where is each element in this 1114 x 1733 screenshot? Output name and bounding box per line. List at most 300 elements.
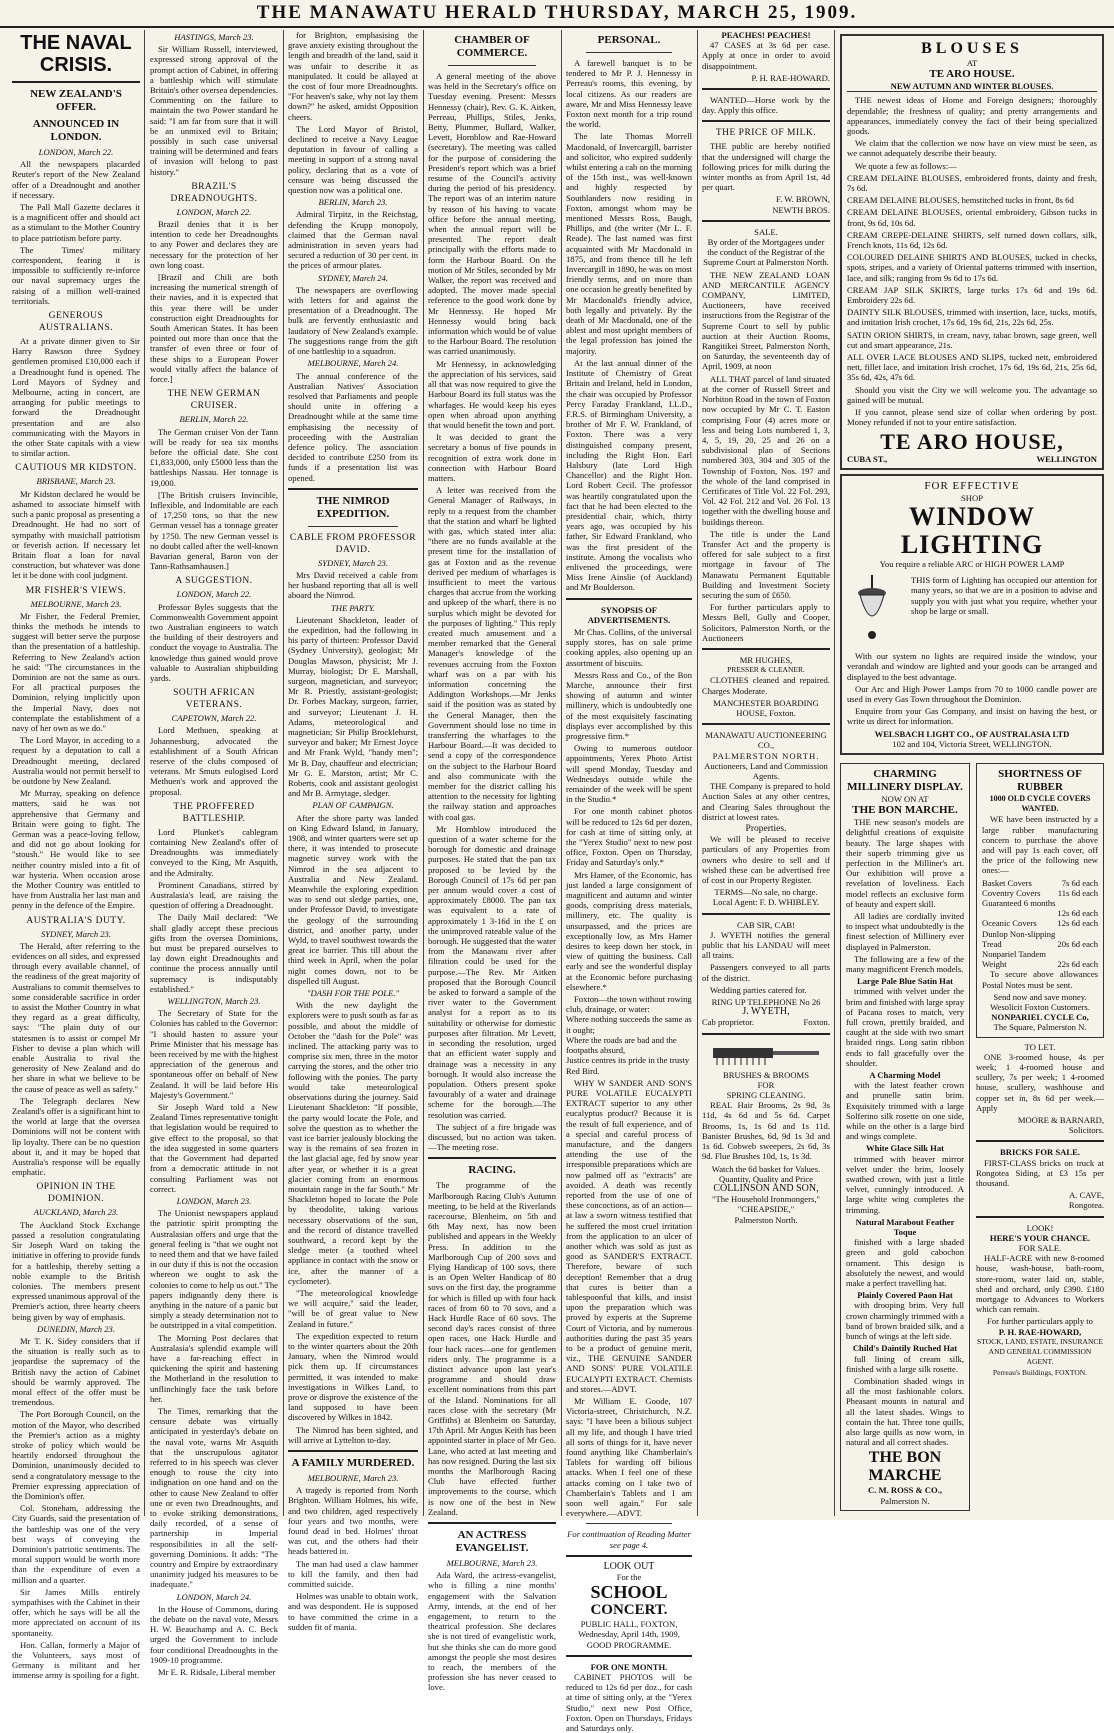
blouse-item: CREAM DELAINE BLOUSES, hemstitched tucks in front, 8s 6d <box>847 195 1074 206</box>
ad-address: 102 and 104, Victoria Street, WELLINGTON. <box>892 738 1052 749</box>
ad-shop: TE ARO HOUSE. <box>929 68 1015 81</box>
paragraph: [The British cruisers Invincible, Inflexible, and Indomitable are each of 17,250 tons, so that the new German vessel has a tonnage greater by 1750. The new German vessel is no doubt called after the well-known Bavarian general, Baron von der Tann-Rathsamhausen.] <box>150 489 278 572</box>
ad-text: If you cannot, please send size of collar when ordering by post. Money refunded if not to your entire satisfaction. <box>847 407 1097 428</box>
model-name: A Charming Model <box>869 1070 941 1081</box>
ad-signature: F. W. BROWN, <box>776 194 830 205</box>
column-6 <box>702 30 830 1516</box>
ad-address: Perreau's Buildings, FOXTON. <box>992 1367 1088 1377</box>
ad-street: CUBA ST., <box>847 453 888 464</box>
ad-title: BRUSHES & BROOMS <box>723 1069 809 1080</box>
paragraph: The Unionist newspapers applaud the patriotic spirit prompting the Australasian offers and urge that the general feeling is "that we ought not to need them and that we have failed in our duty if this is not the occasion whereon we ought to ask the colonies to come to help us out." The papers indignantly deny there is anything in the nature of a panic but simply a steady determination not to be outstripped in a vital competition. <box>150 1208 278 1331</box>
price-list <box>982 878 1098 970</box>
column-2 <box>150 30 278 1678</box>
headline: THE NAVAL CRISIS. <box>20 32 132 76</box>
column-rule <box>144 30 145 1516</box>
ad-text: Our Arc and High Power Lamps from 70 to 1000 candle power are used in every Gas Town throughout the Dominion. <box>847 683 1097 704</box>
dateline: LONDON, March 22. <box>176 589 252 600</box>
ad-city: WELLINGTON <box>1036 453 1097 464</box>
price-item: Guaranteed 6 months <box>982 897 1056 908</box>
paragraph: With the new daylight the explorers were to push south as far as possible, and about the middle of October the "dash for the Pole" was inclined. The attacking party was to comprise six men, three in the motor carrying the stores, and the other trio following with the ponies. The party would take meteorological observations during the journey. Said Lieutenant Shackleton: "If possible, the party would locate the Pole, and solve the question as to whether the vast ice barrier jealously blocking the way is the remains of sea frozen in the last glacial age, fed by snow year after year, or whether it is a great glacier coming from an enormous mountain range in the far South." Mr Shackleton hoped to locate the Pole by theodolite, taking various necessary observations of the sun, and the record of distance travelled southward, a record kept by the sledge meter (a toothed wheel appliance in contact with the snow or ice, after the manner of a cyclometer). <box>288 1000 418 1286</box>
paragraph: The Secretary of State for the Colonies has cabled to the Governor: "I should hasten to assure your Prime Minister that his message has been received by me with the highest appreciation of the generous and spontaneous offer on behalf of New Zealand. It will be laid before His Majesty's Government." <box>150 1008 278 1100</box>
subheading: MR FISHER'S VIEWS. <box>25 585 127 596</box>
ad-town: Foxton. <box>803 1017 830 1028</box>
ad-line: PUBLIC HALL, FOXTON, <box>580 1619 678 1630</box>
model-desc: trimmed with velvet under the brim and finished with large spray of Pacana roses to match, very full crown, prettily braided, and caught at the side with two smart braided rings. Long satin ribbon ends to fall gracefully over the shoulder. <box>846 986 964 1068</box>
cab-ad <box>702 920 830 1028</box>
ad-text: J. WYETH notifies the general public that his LANDAU will meet all trains. <box>702 929 830 961</box>
subheading: A SUGGESTION. <box>175 576 253 587</box>
dateline: HASTINGS, March 23. <box>174 32 254 42</box>
ad-title: LOOK! <box>1026 1222 1054 1233</box>
paragraph: A letter was received from the General Manager of Railways, in reply to a request from the chamber that the station and wharf be lighted with gas, which stated inter alia: "there are no funds available at the present time for the installation of gas at Foxton and as the revenue derived per medium of wharfages is insufficient to meet the various charges that accrue from the working and upkeep of the wharf, there is no surplus which might be devoted for the purposes of lighting." This reply created much amusement and a member remarked that the General Manager's knowledge of the revenues accruing from the Foxton wharf was on a par with his information concerning the Addington Workshops.—Mr Jenks said if the position was as stated by the General Manager, then the Government should lose no time in transferring the wharfages to the Harbour Board.—It was decided to send a copy of the correspondence on the subject to the Harbour Board and also communicate with the member for the district calling his attention to the necessity for lighting the railway station and approaches with coal gas. <box>428 485 556 822</box>
ad-text: REAL Hair Brooms, 2s 9d, 3s 11d, 4s 6d and 5s 6d. Carpet Brooms, 1s, 1s 6d and 1s 11d. Banister Brushes, 6d, 9d 1s 3d and 1s 6d. Cobweb sweepers, 2s 6d, 3s 9d. Flue Brushes 10d, 1s, 1s 3d. <box>702 1100 830 1162</box>
dateline: MELBOURNE, March 23. <box>307 1473 399 1483</box>
ad-signature: P. H. RAE-HOWARD. <box>751 72 830 83</box>
masthead-title: THE MANAWATU HERALD THURSDAY, MARCH 25, 1909. <box>256 2 858 23</box>
ad-text: To secure above allowances Postal Notes must be sent. <box>982 969 1098 990</box>
paragraph: The annual conference of the Australian Natives' Association resolved that Parliaments and people should unite in offering a Dreadnought while at the same time emphasising the necessity of proceeding with the Australian defence policy. The association decided to contribute £250 from its funds if a presentation list was opened. <box>288 370 418 483</box>
paragraph: The Times, remarking that the censure debate was virtually anticipated in yesterday's debate on the naval vote, warns Mr Asquith that the unscrupulous agitator referred to in his speech was clever enough to rouse the city into indignation on one hand and on the other to cause New Zealand to offer one or even two Dreadnoughts, and to evoke striking demonstrations, daily recorded, of a sense of partnership in Imperial responsibilities in all the self-governing Dominions. It adds: "The country and Empire by extraordinary unanimity judged his measures to be inadequate." <box>150 1405 278 1590</box>
column-rule <box>423 30 424 1516</box>
ad-for: FOR <box>757 1079 775 1090</box>
ad-text: With our system no lights are required inside the window, your verandah and window are lighted and your goods can be arranged and displayed to the best advantage. <box>847 651 1097 682</box>
paragraph: A general meeting of the above was held in the Secretary's office on Tuesday evening. Present: Messrs Hennessy (chair), Rev. G. K. Aitken, Perreau, Phillips, Stiles, Jenks, Betty, Plummer, Bullard, Walker, Levett, Hornblow and Rae-Howard (secretary). The meeting was called for the purpose of considering the President's report which was a brief resume of the Council's activity during the period of his presidency. The report was of an interim nature by reason of his having to vacate office before the annual meeting, when the annual report will be presented. The report dealt principally with the efforts made to form the Harbour Board. On the motion of Mr Stiles, seconded by Mr Walker, the report was received and adopted. The mover made special reference to the good work done by Mr Hennessy. He hoped Mr Hennessy would bring back information which would be of value to the Harbour Board. The resolution was carried unanimously. <box>428 71 556 357</box>
ad-firm: COLLINSON AND SON, <box>713 1182 819 1194</box>
ad-address: The Square, Palmerston N. <box>993 1022 1087 1033</box>
subheading: BRAZIL'S DREADNOUGHTS. <box>170 181 258 204</box>
ad-town: Palmerston N. <box>880 1495 930 1506</box>
dateline: MELBOURNE, March 23. <box>30 598 122 609</box>
paragraph: All the newspapers placarded Reuter's report of the New Zealand offer of a Dreadnought and another if necessary. <box>12 159 140 200</box>
ad-text: Passengers conveyed to all parts of the district. <box>702 962 830 983</box>
ad-text: Quantity, Quality and Price <box>719 1173 813 1184</box>
subheading: THE PROFFERED BATTLESHIP. <box>173 801 255 824</box>
ad-title: BLOUSES <box>921 40 1023 57</box>
ad-line: LOOK OUT <box>603 1560 655 1572</box>
subheading: THE NEW GERMAN CRUISER. <box>167 389 261 412</box>
subheading: THE NIMROD EXPEDITION. <box>316 494 390 520</box>
price-row <box>982 959 1098 969</box>
divider <box>448 65 536 66</box>
column-rule <box>561 30 562 1516</box>
paragraph: Mr T. K. Sidey considers that if the situation is really such as to jeopardise the supremacy of the British navy the action of Cabinet should be warmly approved. The moral effect of the offer must be tremendous. <box>12 1335 140 1408</box>
ad-firm: NONPARIEL CYCLE Co, <box>991 1012 1089 1023</box>
paragraph: The programme of the Marlborough Racing Club's Autumn meeting, to be held at the Riverlands racecourse, Blenheim, on 5th and 6th May next, has now been published and appears in the Weekly Press. In addition to the Marlborough Cup of 200 sovs and Flying Handicap of 100 sovs, there is an Open Welter Handicap of 80 sovs on the first day, the programme for which is filled up with four hack races of from 60 to 70 sovs, and a Hack Hurdle Race of 60 sovs. The second day's races consist of three open races, one Hack Hurdle and four hack races—one for gentlemen riders only. The programme is a distinct advance upon last year's programme and should draw excellent nominations from this part of the Island. Nominations for all races close with the secretary (Mr Griffiths) at Blenheim on Saturday, 17th April. Mr Angus Keith has been appointed starter in place of Mr Geo. Lane, who acted at last meeting and has now resigned. During the last six months the Marlborough Racing Club have effected further improvements to the course, which is now one of the best in New Zealand. <box>428 1180 556 1517</box>
column-1 <box>12 30 140 1681</box>
sale-ad <box>702 227 830 643</box>
bottom-ads <box>840 759 1104 1515</box>
ad-line: FOR EFFECTIVE <box>924 479 1020 492</box>
model-name: White Glace Silk Hat <box>865 1143 945 1154</box>
blouse-item: COLOURED DELAINE SHIRTS AND BLOUSES, tucked in checks, spots, stripes, and a variety of Oriental patterns trimmed with insertion, lace, and silk; ranging from 9s 6d to 17s 6d. <box>847 252 1097 283</box>
auction-ad <box>702 730 830 907</box>
ad-title: MR HUGHES, <box>739 654 793 665</box>
ad-text: For further particulars apply to <box>987 1316 1093 1327</box>
paragraph: Mrs Hamer, of the Economic, has just landed a large consignment of magnificent and autumn and winter goods, comprising dress materials, millinery, etc. The quality is unsurpassed, and the prices are exceptionally low, as Mrs Hamer desires to keep down her stock, in view of quitting the business. Call early and see the wonderful display at the Economic before purchasing elsewhere.* <box>566 869 692 992</box>
paragraph: The man had used a claw hammer to kill the family, and then had committed suicide. <box>288 1558 418 1590</box>
paragraph: Owing to numerous outdoor appointments, Yerex Photo Artist will spend Monday, Tuesday and Wednesdays outside while the remainder of the week will be spent in the Studio.* <box>566 743 692 805</box>
divider <box>308 526 398 527</box>
ad-line: GOOD PROGRAMME. <box>586 1639 672 1650</box>
price-value: 12s 6d each <box>1057 908 1098 919</box>
paragraph: The Lord Mayor, in acceding to a request by a deputation to call a Dreadnought meeting, declared Australia would not permit herself to be outdone by New Zealand. <box>12 735 140 786</box>
blouse-item: SATIN ORION SHIRTS, in cream, navy, tabac brown, sage green, well cut and smart appearance, 21s. <box>847 329 1097 350</box>
paragraph: Hon. Callan, formerly a Major of the Volunteers, says most of Germany is militant and her immense army is spoiling for a fight. <box>12 1639 140 1681</box>
dateline: DUNEDIN, March 23. <box>37 1323 115 1334</box>
ad-text: The following are a few of the many magnificent French models. <box>846 953 964 974</box>
ad-text: We will be pleased to receive particulars of any Properties from owners who desire to sell and if wished these can be advertised free of cost in our Property Register. <box>702 834 830 886</box>
ad-text: HALF-ACRE with new 8-roomed house, wash-house, bath-room, store-room, water laid on, stable, shed and orchard, only £390. £180 mortgage to Advances to Workers which can remain. <box>976 1253 1104 1315</box>
ad-shop2: THE BON MARCHE <box>868 1449 942 1485</box>
school-concert-ad <box>566 1562 692 1650</box>
paragraph: The newspapers are overflowing with letters for and against the presentation of a Dreadnought. The bulk are fervently enthusiastic and laudatory of New Zealand's example. The suggestions range from the gift of one battleship to a squadron. <box>288 284 418 357</box>
subheading: AN ACTRESS EVANGELIST. <box>455 1529 529 1555</box>
peaches-ad <box>702 30 830 83</box>
column-rule <box>697 30 698 1516</box>
price-value: 20s 6d each <box>1057 938 1098 949</box>
ad-firm: P. H. RAE-HOWARD, <box>998 1326 1082 1337</box>
divider <box>428 1157 556 1159</box>
ad-title: CAB SIR, CAB! <box>736 919 796 930</box>
price-value: 22s 6d each <box>1057 959 1098 970</box>
subheading: SOUTH AFRICAN VETERANS. <box>173 688 255 711</box>
lighting-ad <box>840 474 1104 755</box>
ad-place: PALMERSTON NORTH. <box>712 750 820 761</box>
ad-footer <box>847 454 1097 464</box>
wanted-ad: WANTED—Horse work by the day. Apply this office. <box>702 95 830 116</box>
paragraph: The Telegraph declares New Zealand's offer is a significant hint to the world at large that the oversea Dominions will not be content with lip loyalty. There can be no question about it, and it may be hoped that Australia's response will be equally emphatic. <box>12 1095 140 1178</box>
ad-text: WE have been instructed by a large rubber manufacturing concern to purchase the above and will pay 1s each cover, off the price of the following new ones:— <box>982 814 1098 876</box>
paragraph: At a private dinner given to Sir Harry Rawson three Sydney gentlemen promised £10,000 each if a Dreadnought fund is opened. The Lord Mayors of Sydney and Melbourne, acting in concert, are arranging for public meetings to forward the Dreadnought presentation and are also communicating with the Mayors in the other State capitals with a view to similar action. <box>12 336 140 459</box>
price-item: Dunlop Non-slipping <box>982 928 1056 939</box>
paragraph: Lord Plunket's cablegram containing New Zealand's offer of Dreadnoughts was immediately conveyed to the King, Mr Asquith, and the Admiralty. <box>150 826 278 878</box>
divider <box>428 1522 556 1524</box>
ad-line: Wednesday, April 14th, 1909, <box>578 1629 680 1640</box>
paragraph: The subject of a fire brigade was discussed, but no action was taken.—The meeting rose. <box>428 1121 556 1153</box>
paragraph: The Nimrod has been sighted, and will arrive at Lyttelton to-day. <box>288 1424 418 1445</box>
paragraph: Mrs David received a cable from her husband reporting that all is well aboard the Nimrod. <box>288 569 418 601</box>
ad-bigname: TE ARO HOUSE, <box>880 428 1064 454</box>
ad-line: LIGHTING <box>900 529 1044 559</box>
subheading: OPINION IN THE DOMINION. <box>36 1182 116 1205</box>
ad-text: For further particulars apply to Messrs Bell, Gully and Cooper, Solicitors, Palmerston North, or the Auctioneers <box>702 602 830 643</box>
model-desc: finished with a large shaded green and gold cabochon ornament. This design is absolutely the newest, and would make a perfect travelling hat. <box>846 1237 964 1289</box>
paragraph: The expedition expected to return to the winter quarters about the 20th January, when the Nimrod would pick them up. If circumstances permitted, it was intended to make investigations in Wilkes Land, to prove or disprove the existence of the land supposed to have been discovered by Wilkes in 1842. <box>288 1330 418 1423</box>
ad-role: Cab proprietor. <box>702 1017 755 1028</box>
ad-subtitle: SPRING CLEANING. <box>726 1090 806 1101</box>
ad-subtitle: Properties. <box>745 824 787 835</box>
dateline: SYDNEY, March 24. <box>317 272 389 283</box>
ad-title: CHARMING MILLINERY DISPLAY. <box>847 767 963 793</box>
dateline: MELBOURNE, March 24. <box>307 358 399 369</box>
ad-text: Send now and save money. <box>993 991 1087 1002</box>
ad-text: The title is under the Land Transfer Act and the property is offered for sale subject to a first mortgage in favour of The Manawatu Permanent Equitable Building and Investment Society securing the sum of £650. <box>702 528 830 600</box>
paragraph: For one month cabinet photos will be reduced to 12s 6d per dozen, for cash at time of sitting only, at the "Yerex Studio" next to new post office, Foxton. Open on Thursday, Friday and Saturday's only.* <box>566 806 692 868</box>
ad-now: NOW ON AT <box>881 793 929 804</box>
column-rule <box>283 30 284 1516</box>
ad-text: Wedding parties catered for. <box>710 984 807 995</box>
price-item: Nonpariel Tandem <box>982 948 1046 959</box>
paragraph: The Pall Mall Gazette declares it is a magnificent offer and should act as a stimulant to the Mother Country to place patriotism before party. <box>12 202 140 243</box>
milk-ad <box>702 127 830 214</box>
ad-text: We quote a few as follows:— <box>855 160 957 171</box>
subheading: PERSONAL. <box>597 34 661 46</box>
paragraph: Mr Fisher, the Federal Premier, thinks the methods he intends to suggest will better serve the purpose than the presentation of a battleship. Referring to New Zealand's action he said: "The circumstances in the Dominion are not the same as ours. For all practical purposes the Dominion, relying implicitly upon the Imperial Navy, does not contemplate the establishment of a navy of her own as we do." <box>12 610 140 733</box>
price-row <box>982 908 1098 918</box>
ad-title: SALE. <box>754 226 778 237</box>
paragraph: It was decided to grant the secretary a bonus of five pounds in recognition of extra work done in connection with Harbour Board matters. <box>428 432 556 483</box>
ad-title: SHORTNESS OF RUBBER <box>998 767 1082 793</box>
paragraph: The Morning Post declares that Australasia's splendid example will have a far-reaching effect in quickening the spirit and hastening the Motherland in the resolution to unflinchingly face the task before her. <box>150 1332 278 1404</box>
ad-text: CLOTHES cleaned and repaired. Charges Moderate. <box>702 675 830 696</box>
paragraph: A tragedy is reported from North Brighton. William Holmes, his wife, and two children, aged respectively four years and two months, were found dead in bed. Holmes' throat was cut, and the others had their heads battered in. <box>288 1485 418 1557</box>
divider <box>566 1655 692 1657</box>
subheading: CAUTIOUS MR KIDSTON. <box>15 463 137 474</box>
column-7 <box>840 30 1104 1516</box>
paragraph: The Port Borough Council, on the motion of the Mayor, who described the Premier's action as a mighty stroke of policy which would be heartily endorsed throughout the Dominion, unanimously decided to send a congratulatory message to the Premier expressing appreciation of the Dominion's offer. <box>12 1409 140 1501</box>
ad-subtitle: Auctioneers, Land and Commission Agents. <box>704 760 828 781</box>
ad-for: FOR SALE. <box>1018 1243 1062 1254</box>
paragraph: Sir Joseph Ward told a New Zealand Times representative tonight that legislation would be required to give effect to the proposal, so that the idea suggested in some quarters that the Government had departed from a democratic attitude in not consulting Parliament was not correct. <box>150 1102 278 1194</box>
paragraph: Holmes was unable to obtain work, and was despondent. He is supposed to have committed the crime in a sudden fit of mania. <box>288 1591 418 1632</box>
ad-title: MANAWATU AUCTIONEERING CO., <box>705 730 827 751</box>
paragraph: Mr Murray, speaking on defence matters, said he was not apprehensive that Germany and Britain were going to fight. The German was a peace-loving fellow, and did not go about looking for "stoush." He would like to see neither country misled into a fit of war hysteria. When occasion arose the Mother Country was entitled to have from Australia her last man and penny in the defence of the Empire. <box>12 788 140 911</box>
paragraph: A farewell banquet is to be tendered to Mr P. J. Hennessy in Perreau's rooms, this evening, by local citizens. As our readers are aware, Mr and Miss Hennessy leave Foxton next month for a trip round the world. <box>566 58 692 130</box>
subheading: CHAMBER OF COMMERCE. <box>454 34 530 59</box>
subheading: THE PARTY. <box>331 602 375 613</box>
price-item: Coventry Covers <box>982 887 1041 898</box>
subheading: GENEROUS AUSTRALIANS. <box>38 311 114 334</box>
paragraph: Lieutenant Shackleton, leader of the expedition, had the following in his party of thirteen: Professor David (Sydney University), geologist; Mr Douglas Mawson, physicist; Mr J. Murray, biologist; Dr E. Marshall, surgeon, magnetician, and surveyor; Mr R. Priestly, assistant-geologist; Dr. Forbes Mackay, surgeon, farrier, and surveyor; Lieutenant J. H. Adams, meteorological and magnetician; Sir Philip Brocklehurst, surveyor and baker; Mr Ernest Joyce and Mr Frank Wyld, "handy men"; Mr B. Day, chauffeur and electrician; Mr G. E. Marston, artist; Mr C. Roberts, cook and assistant geologist and Mr B. Armytage, sledger. <box>288 614 418 799</box>
ad-text: ALL THAT parcel of land situated at the corner of Russell Street and Norbiton Road in the town of Foxton now occupied by Mr C. T. Easton comprising Four (4) acres more or less and being Lots numbered 1, 3, 4, 5, 19, 20, 25 and 26 on a subdivisional plan of Sections numbered 303, 304 and 305 of the Township of Foxton, Nos. 197 and the whole of the land comprised in Certificates of Title Vol. 22 Fol. 293, Vol. 42 Fol. 212 and Vol. 26 Fol. 13 together with the dwelling house and buildings thereon. <box>702 373 830 527</box>
divider <box>702 1033 830 1035</box>
subheading: NEW ZEALAND'S OFFER. <box>30 88 122 113</box>
price-item: Basket Covers <box>982 877 1032 888</box>
millinery-box <box>840 763 970 1511</box>
paragraph: Mr E. R. Ridsale, Liberal member <box>158 1667 276 1678</box>
paragraph: Mr Chas. Collins, of the universal supply stores, has on sale prime cooking apples, also opening up an assortment of biscuits. <box>566 626 692 668</box>
divider <box>702 120 830 122</box>
ad-text: FIRST-CLASS bricks on truck at Rongotea Siding, at £3 15s per thousand. <box>976 1157 1104 1189</box>
masthead <box>0 0 1114 28</box>
paragraph: Mr William E. Goode, 107 Victoria-street, Christchurch, N.Z. says: "I have been a bilious subject all my life, and though I have tried all sorts of things for it, have never found anything like Chamberlain's Tablets for warding off bilious attacks. When I feel one of these attacks coming on I take two of Chamberlain's Tablets and I am soon well again." For sale everywhere.—ADVT. <box>566 1396 692 1519</box>
subheading: PLAN OF CAMPAIGN. <box>312 800 394 811</box>
column-3 <box>288 30 418 1632</box>
millinery-ad <box>840 759 970 1515</box>
model-desc: with drooping brim. Very full crown charmingly trimmed with a band of brown braided silk, and a bunch of wings at the left side. <box>846 1300 964 1342</box>
ad-text: By order of the Mortgagees under the conduct of the Registrar of the Supreme Court at Palmerston North. <box>703 237 829 268</box>
blouse-item: CREAM DELAINE BLOUSES, oriental embroidery, Gibson tucks in front, 9s 6d, 10s 6d. <box>847 207 1097 228</box>
paragraph: Professor Byles suggests that the Commonwealth Government appoint two Australian engineers to watch the building of their destroyers and conduct the voyage to Australia. The knowledge thus gained would prove valuable to Australian shipbuilding yards. <box>150 601 278 683</box>
ad-sub: "The Household Ironmongers," <box>712 1194 820 1205</box>
model-name: Plainly Covered Paon Hat <box>857 1290 953 1301</box>
ad-signature: NEWTH BROS. <box>772 204 830 215</box>
subheading: "DASH FOR THE POLE." <box>306 988 400 999</box>
blouse-item: CREAM CREPE-DELAINE SHIRTS, self turned down collars, silk, French knots, 11s 6d, 12s 6d. <box>847 229 1097 251</box>
price-row <box>982 898 1098 908</box>
divider <box>586 52 672 53</box>
ad-firm: MOORE & BARNARD, <box>1017 1115 1104 1126</box>
paragraph: Sir William Russell, interviewed, expressed strong approval of the prompt action of Cabinet, in offering a battleship which will stimulate Britain's other oversea dependencies. Commenting on the failure to maintain the two Power standard he said: "I am far from sure that it will be an unmixed evil to Britain; possibly in such case universal training will be determined and fears of invasion will belong to past history." <box>150 44 278 177</box>
price-row <box>982 939 1098 949</box>
paragraph: for Brighton, emphasising the grave anxiety existing throughout the length and breadth of the land, said it was unfair to describe it as manipulated. It could be allayed at the cost of four more Dreadnoughts. "For heaven's sake, why not lay them down?" he asked, amidst Opposition cheers. <box>288 30 418 122</box>
ad-role: Solicitors. <box>1068 1125 1104 1136</box>
divider <box>566 598 692 600</box>
price-row <box>982 888 1098 898</box>
ad-title: PEACHES! PEACHES! <box>721 30 811 40</box>
dateline: CAPETOWN, March 22. <box>171 713 257 724</box>
ad-agent: Local Agent: F. D. WHIBLEY. <box>712 897 820 908</box>
model-list <box>846 976 964 1374</box>
subheading: CABLE FROM PROFESSOR DAVID. <box>289 532 417 555</box>
dateline: AUCKLAND, March 23. <box>33 1207 119 1218</box>
ad-title: THE PRICE OF MILK. <box>715 128 817 139</box>
divider <box>976 1140 1104 1142</box>
dateline: WELLINGTON, March 23. <box>167 996 261 1007</box>
divider <box>566 1555 692 1557</box>
ad-footer <box>702 1017 830 1027</box>
divider <box>702 913 830 915</box>
ad-title: BRICKS FOR SALE. <box>1000 1147 1080 1158</box>
ad-phone: RING UP TELEPHONE No 26 <box>711 997 821 1008</box>
dateline: LONDON, March 22. <box>38 147 114 157</box>
price-value: 12s 6d each <box>1057 918 1098 929</box>
paragraph: The German cruiser Von der Tann will be ready for sea six months before the official date. She cost £1,833,000, only £5000 less than the battleships Nassau. Her tonnage is 19,000. <box>150 426 278 488</box>
paragraph: The Lord Mayor of Bristol, declined to receive a Navy League deputation in favour of calling a meeting in support of a strong naval policy, declaring that as a vote of censure was being discussed the question now was a political one. <box>288 123 418 196</box>
model-desc: with the latest feather crown and prunelle satin brim. Exquisitely trimmed with a large Solferino silk rosette on one side, while on the other is a large bird and wings complete. <box>846 1080 964 1142</box>
ad-text: Should you visit the City we will welcome you. The advantage so gained will be mutual. <box>847 384 1097 405</box>
subheading: AUSTRALIA'S DUTY. <box>26 915 126 926</box>
price-value: 7s 6d each <box>1061 877 1098 888</box>
model-name: Child's Daintily Ruched Hat <box>852 1343 958 1354</box>
paragraph: Sir James Mills entirely sympathises with the Cabinet in their offer, which he says will be all the more appreciated on account of its spontaneity. <box>12 1586 140 1638</box>
ad-name: J. WYETH, <box>742 1006 790 1018</box>
price-row <box>982 929 1098 939</box>
tolet-ad <box>976 1042 1104 1136</box>
ad-text: THE public are hereby notified that the undersigned will charge the following prices for milk during the winter months as from April 1st, 4d per quart. <box>702 141 830 193</box>
paragraph: The Herald, after referring to the evidences on all sides, and expressed through every available channel, of the readiness of the great majority of Australians to commit themselves to some considerable sacrifice in order to assist the Mother Country in what they regard as a great difficulty, says: "The plain duty of our statesmen is to assist or compel Mr Fisher to devise a plan which will enable Australia to rival the generosity of New Zealand and do her share in what we believe to be the cause of peace as well as safety." <box>12 940 140 1094</box>
ad-text: Enquire from your Gas Company, and insist on having the best, or write us direct for information. <box>847 706 1097 727</box>
blouse-list <box>847 173 1097 383</box>
ad-text: Combination shaded wings in all the most fashionable colors. Pheasant mounts in natural and all the latest shades. Wings to contain the hat. Three tone quills, also large quills as now worn, in natural and all correct shades. <box>846 1375 964 1448</box>
model-name: Large Pale Blue Satin Hat <box>857 976 953 987</box>
price-row <box>982 878 1098 888</box>
price-item: Weight <box>982 959 1007 970</box>
dateline: BERLIN, March 22. <box>179 414 249 425</box>
ad-line: SHOP <box>961 492 983 503</box>
paragraph: The late Thomas Morrell Macdonald, of Invercargill, barrister and solicitor, who expired suddenly whilst entering a cab on the morning of the 15th inst., was well-known and highly respected by Southlanders now residing in Foxton, amongst whom may be mentioned Messrs Ross, Baugh, Phillips, and (the writer (Mr L. F. Reade). The last named was first acquainted with Mr Macdonald in 1875, and from thence till he left Invercargill in 1890, he was on most friendly terms, and on more than one occasion he greatly benefited by Mr Macdonald's friendly advice, both legally and privately. By the death of Mr Macdonald, one of the ablest and most upright members of the legal profession has joined the majority. <box>566 131 693 356</box>
dateline: LONDON, March 24. <box>176 1591 252 1602</box>
ad-text: We claim that the collection we now have on view must be seen, as we cannot adequately describe their beauty. <box>847 138 1097 159</box>
column-rule <box>834 30 835 1516</box>
divider <box>702 88 830 90</box>
continuation-note: For continuation of Reading Matter see page 4. <box>567 1529 691 1550</box>
ad-role: STOCK, LAND, ESTATE, INSURANCE AND GENERAL COMMISSION AGENT. <box>977 1336 1103 1367</box>
brushes-ad <box>702 1040 830 1225</box>
column-5 <box>566 30 693 1733</box>
paragraph: Mr Kidston declared he would be ashamed to associate himself with such a panic proposal as presenting a Dreadnought. He had no sort of sympathy with musichall patriotism or feverish action. If necessary let Britain float a loan for naval construction, but whatever was done let it be done with cool judgment. <box>12 488 140 581</box>
ad-address: MANCHESTER BOARDING HOUSE, Foxton. <box>713 697 819 718</box>
ad-subtitle: NEW AUTUMN AND WINTER BLOUSES. <box>847 81 1097 92</box>
model-desc: full lining of cream silk, finished with a large silk rosette. <box>846 1353 964 1374</box>
ad-line: SCHOOL <box>590 1582 668 1603</box>
blouse-item: CREAM JAP SILK SKIRTS, large tucks 17s 6d and 19s 6d. Embroidery 22s 6d. <box>847 284 1097 306</box>
dateline: LONDON, March 23. <box>176 1195 252 1206</box>
dateline: SYDNEY, March 23. <box>317 557 389 568</box>
photos-ad <box>566 1662 692 1733</box>
rubber-ad <box>976 763 1104 1038</box>
paragraph: Col. Stoneham, addressing the City Guards, said the presentation of the battleship was one of the very best ways of conveying the Dominion's patriotic sentiments. The moral support would be worth more than the expenditure of even a million and a quarter. <box>12 1503 140 1585</box>
paragraph: Lord Methuen, speaking at Johannesburg, advocated the establishment of a South African reserve of the clubs composed of veterans. Mr Smuts eulogised Lord Methuen's work and approved the proposal. <box>150 725 278 797</box>
ad-line: CONCERT. <box>590 1602 668 1619</box>
paragraph: At the last annual dinner of the Institute of Chemistry of Great Britain and Ireland, held in London, the chair was occupied by Professor Percy Faraday Frankland, LL.D., F.R.S. of Birmingham University, a brother of Mr F. W. Frankland, of Foxton. There was a very distinguished company present, including the Right Hon. Earl Halsbury (late Lord High Chancellor) and the Right Hon. Lord Robert Cecil. The professor was heartily congratulated upon the fact that he had been elected to the presidential chair, which, thirty years ago, was occupied by his father, Sir Edward Frankland, who was the first president of the institute. Among the vocalists who enlivened the proceedings, were Miss Irene Ainslie (of Auckland) and Mr Boulderson. <box>566 357 692 593</box>
blouse-item: DAINTY SILK BLOUSES, trimmed with insertion, lace, tucks, motifs, and imitation Irish crochet, 17s 6d, 19s 6d, 21s, 22s 6d, 25s. <box>847 307 1097 328</box>
price-row <box>982 949 1098 959</box>
bricks-ad <box>976 1147 1104 1210</box>
ad-town: Palmerston North. <box>734 1214 798 1225</box>
ad-shop: THE BON MARCHE. <box>852 804 958 817</box>
paragraph: WHY W SANDER AND SON'S PURE VOLATILE EUCALYPTI EXTRACT superior to any other eucalyptus product? Because it is the result of full experience, and of a special and careful process of manufacture, and the dangers attending the use of the irresponsible preparations which are now palmed off as "extracts" are avoided. A death was recently reported from the use of one of these concoctions, as of an action—at law a sworn witness testified that he suffered the most cruel irritation from the application to an ulcer of another which was sold as just as good as SANDER'S EXTRACT. Therefore, beware of such deception! Remember that a drug that cures is better than a tablespoonful that kills, and insist upon the preparation which was proved by experts at the Supreme Court of Victoria, and by numerous authorities during the past 35 years to be a product of genuine merit, viz., THE GENUINE SANDER AND SONS' PURE VOLATILE EUCALYPTI EXTRACT. Chemists and stores.—ADVT. <box>566 1077 692 1394</box>
ad-text: THE new season's models are delightful creations of exquisite beauty. The large shapes with their superb trimming give us perfection in the Milliner's art. Our exhibition will prove a revelation of loveliness. Each model reflects an exclusive form of beauty and expert skill. <box>846 817 964 909</box>
ad-line: For the <box>616 1572 642 1583</box>
paragraph: Prominent Canadians, stirred by Australasia's lead, are raising the question of offering a Dreadnought. <box>150 879 278 911</box>
paragraph: In the House of Commons, during the debate on the naval vote, Messrs H. W. Beauchamp and A. C. Beck urged the Government to include four conditional Dreadnoughts in the 1909-10 programme. <box>150 1603 278 1665</box>
paragraph: Messrs Ross and Co., of the Bon Marche, announce their first showing of autumn and winter millinery, which is undoubtedly one of the most exquisitely fascinating displays ever accomplished by this progressive firm.* <box>566 669 692 741</box>
model-desc: trimmed with beaver mirror velvet under the brim, loosely swathed crown, with just a little velvet, cunningly introduced. A large white wing completes the trimming. <box>846 1153 964 1215</box>
ad-text: All ladies are cordially invited to inspect what undoubtedly is the finest selection of Millinery ever displayed in Palmerston. <box>846 910 964 952</box>
hughes-ad <box>702 655 830 718</box>
ad-text: Wesolicit Foxton Customers. <box>990 1002 1090 1012</box>
ad-text: THE newest ideas of Home and Foreign designers; thoroughly dependable; the freshness of quality; and pretty arrangements and appearances, immediately convey the fact of their being specialized goods. <box>847 95 1097 137</box>
paragraph: Admiral Tirpitz, in the Reichstag, defending the Krupp monopoly, claimed that the German naval administration in seven years had secured a reduction of 30 per cent. in the prices of armour plates. <box>288 209 418 271</box>
subheading: ANNOUNCED IN LONDON. <box>32 118 120 143</box>
right-small-ads <box>976 759 1104 1515</box>
ad-line: WINDOW <box>909 501 1035 531</box>
paragraph: After the shore party was landed on King Edward Island, in January, 1908, and winter quarters were set up there, it was intended to prosecute magnetic survey work with the Nimrod in the sea adjacent to Australia and New Zealand. Meanwhile the exploring expedition was to send out sledge parties, one, under Professor David, to investigate the geology of the surrounding district, and another party, under Wyld, to travel southwest towards the great ice barrier. This till about the third week in April, when the polar night comes down, not to be dispelled till August. <box>288 812 418 986</box>
ad-title: FOR ONE MONTH. <box>590 1661 668 1672</box>
dateline: SYDNEY, March 23. <box>40 928 112 939</box>
dateline: MELBOURNE, March 23. <box>446 1558 538 1569</box>
paragraph: The Auckland Stock Exchange passed a resolution congratulating Sir Joseph Ward on taking the initiative in offering to provide funds for a battleship, thereby setting a noble example to the British colonies. The members present expressed unanimous approval of the Premier's action, three hearty cheers being given by way of emphasis. <box>12 1219 140 1322</box>
subheading: RACING. <box>468 1164 516 1177</box>
ad-town: Rongotea. <box>1068 1200 1104 1211</box>
ad-text: Watch the 6d basket for Values. <box>711 1163 821 1174</box>
price-row <box>982 918 1098 928</box>
ad-title: TO LET. <box>1024 1041 1056 1052</box>
dateline: BRISBANE, March 23. <box>36 476 116 487</box>
paragraph: [Brazil and Chili are both increasing the numerical strength of their navies, and it is expected that this year there will be under construction eight Dreadnoughts for South American States. It has been pointed out more than once that the transfer of even three or four of these ships to a European Power would vitally affect the balance of force.] <box>150 272 278 385</box>
model-name: Natural Marabout Feather Toque <box>855 1216 955 1238</box>
ad-sig: A. CAVE, <box>1069 1190 1104 1201</box>
ad-sub: "CHEAPSIDE," <box>737 1204 795 1215</box>
dateline: BERLIN, March 23. <box>318 197 388 208</box>
ad-text: CABINET PHOTOS will be reduced to 12s 6d per doz., for cash at time of sitting only, at the "Yerex Studio," next new Post Office, Foxton. Open on Thursdays, Fridays and Saturdays only. <box>566 1672 692 1733</box>
brush-icon <box>702 1040 830 1066</box>
blouse-item: CREAM DELAINE BLOUSES, embroidered fronts, dainty and fresh, 7s 6d. <box>847 172 1097 194</box>
ad-text: THE NEW ZEALAND LOAN AND MERCANTILE AGENCY COMPANY, LIMITED, Auctioneers, have received instructions from the Registrar of the Supreme Court to sell by public auction at their Auction Rooms, Rangitikei Street, Palmerston North, on Saturday, the seventeenth day of April, 1909, at noon <box>702 269 830 372</box>
paragraph: The Times' military correspondent, fearing it is impossible to sufficiently re-inforce our naval supremacy urges the raising of a million well-trained territorials. <box>12 244 140 306</box>
lamp-icon <box>847 575 1097 645</box>
divider <box>702 723 830 725</box>
ad-text: ONE 3-roomed house, 4s per week; 1 4-roomed house and scullery, 7s per week; 1 4-roomed house, scullery, washhouse and copper set in, 8s 6d per week.—Apply <box>976 1051 1104 1113</box>
ad-text: THIS form of Lighting has occupied our attention for many years, so that we are in a position to advise and supply you with just what you require, whether your shop be large or small. <box>911 575 1097 616</box>
subheading: SYNOPSIS OF ADVERTISEMENTS. <box>587 604 671 625</box>
price-value: 11s 6d each <box>1057 887 1098 898</box>
ad-at: AT <box>966 58 978 68</box>
price-item: Tread <box>982 938 1002 949</box>
paragraph: "The meteorological knowledge we will acquire," said the leader, "will be of great value to New Zealand in future." <box>288 1287 418 1329</box>
ad-subtitle: You require a reliable ARC or HIGH POWER LAMP <box>879 558 1065 569</box>
